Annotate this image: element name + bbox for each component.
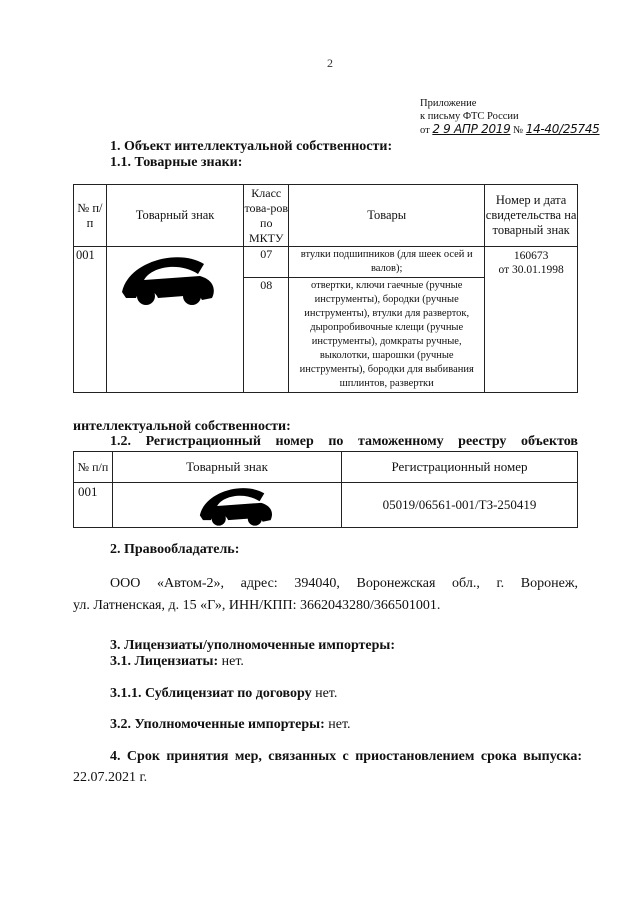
owner-line2: ул. Латненская, д. 15 «Г», ИНН/КПП: 3662043280/366501001. — [73, 598, 441, 613]
cert-date: от 30.01.1998 — [498, 264, 564, 276]
table-header-row — [74, 452, 578, 483]
appendix-line2: к письму ФТС России — [420, 111, 519, 122]
sublicensee-label: 3.1.1. Сублицензиат по договору — [110, 686, 312, 701]
table-header-row — [74, 185, 578, 247]
appendix-block — [420, 97, 600, 137]
appendix-line1: Приложение — [420, 98, 477, 109]
importers-value: нет. — [328, 717, 351, 732]
licensees-line — [110, 654, 244, 670]
sublicensee-line — [110, 686, 337, 702]
section2-title: 2. Правообладатель: — [110, 542, 240, 557]
licensees-label: 3.1. Лицензиаты: — [110, 654, 219, 669]
class-08: 08 — [244, 278, 289, 393]
sublicensee-value: нет. — [315, 686, 338, 701]
trademark-logo — [118, 252, 218, 308]
section1-title: 1. Объект интеллектуальной собственности: — [110, 139, 393, 154]
class-07: 07 — [244, 247, 289, 278]
header-num: № п/п — [74, 452, 113, 483]
row-num: 001 — [74, 247, 107, 393]
number-prefix: № — [513, 125, 524, 136]
header-mark: Товарный знак — [113, 452, 342, 483]
section12-title-line1: 1.2. Регистрационный номер по таможенному реестру объектов — [110, 434, 578, 449]
registry-table — [73, 451, 578, 528]
section12-title-line2: интеллектуальной собственности: — [73, 419, 291, 434]
header-reg: Регистрационный номер — [342, 452, 578, 483]
section3-title: 3. Лицензиаты/уполномоченные импортеры: — [110, 638, 396, 653]
section4-title: 4. Срок принятия мер, связанных с приостановлением срока выпуска: — [110, 749, 582, 764]
owner-line1: ООО «Автом-2», адрес: 394040, Воронежская обл., г. Воронеж, — [110, 576, 578, 591]
appendix-date: 2 9 АПР 2019 — [432, 122, 511, 136]
section1-subtitle: 1.1. Товарные знаки: — [110, 155, 243, 170]
appendix-date-line — [420, 123, 600, 137]
importers-label: 3.2. Уполномоченные импортеры: — [110, 717, 325, 732]
cert-number: 160673 — [513, 250, 549, 262]
goods-08: отвертки, ключи гаечные (ручные инструменты), бородки (ручные инструменты), втулки для разверток, дыропробивочные клещи (ручные инструменты), домкраты ручные, выколотки, шарошки (ручные инструменты), бородки для выбивания шплинтов, развертки — [289, 278, 485, 393]
trademark-logo — [193, 484, 279, 528]
date-prefix: от — [420, 125, 430, 136]
header-mark: Товарный знак — [106, 185, 244, 247]
page-number: 2 — [327, 56, 333, 70]
certificate-cell — [485, 247, 578, 393]
row-num: 001 — [74, 483, 113, 528]
appendix-number: 14-40/25745 — [525, 122, 600, 136]
header-goods: Товары — [289, 185, 485, 247]
registration-number: 05019/06561-001/ТЗ-250419 — [342, 483, 578, 528]
section4-date: 22.07.2021 г. — [73, 770, 148, 785]
header-num: № п/п — [74, 185, 107, 247]
header-class: Класс това-ров по МКТУ — [244, 185, 289, 245]
table-row — [74, 483, 578, 528]
importers-line — [110, 717, 351, 733]
licensees-value: нет. — [221, 654, 244, 669]
header-cert: Номер и дата свидетельства на товарный знак — [485, 185, 578, 247]
goods-07: втулки подшипников (для шеек осей и валов); — [289, 247, 485, 278]
